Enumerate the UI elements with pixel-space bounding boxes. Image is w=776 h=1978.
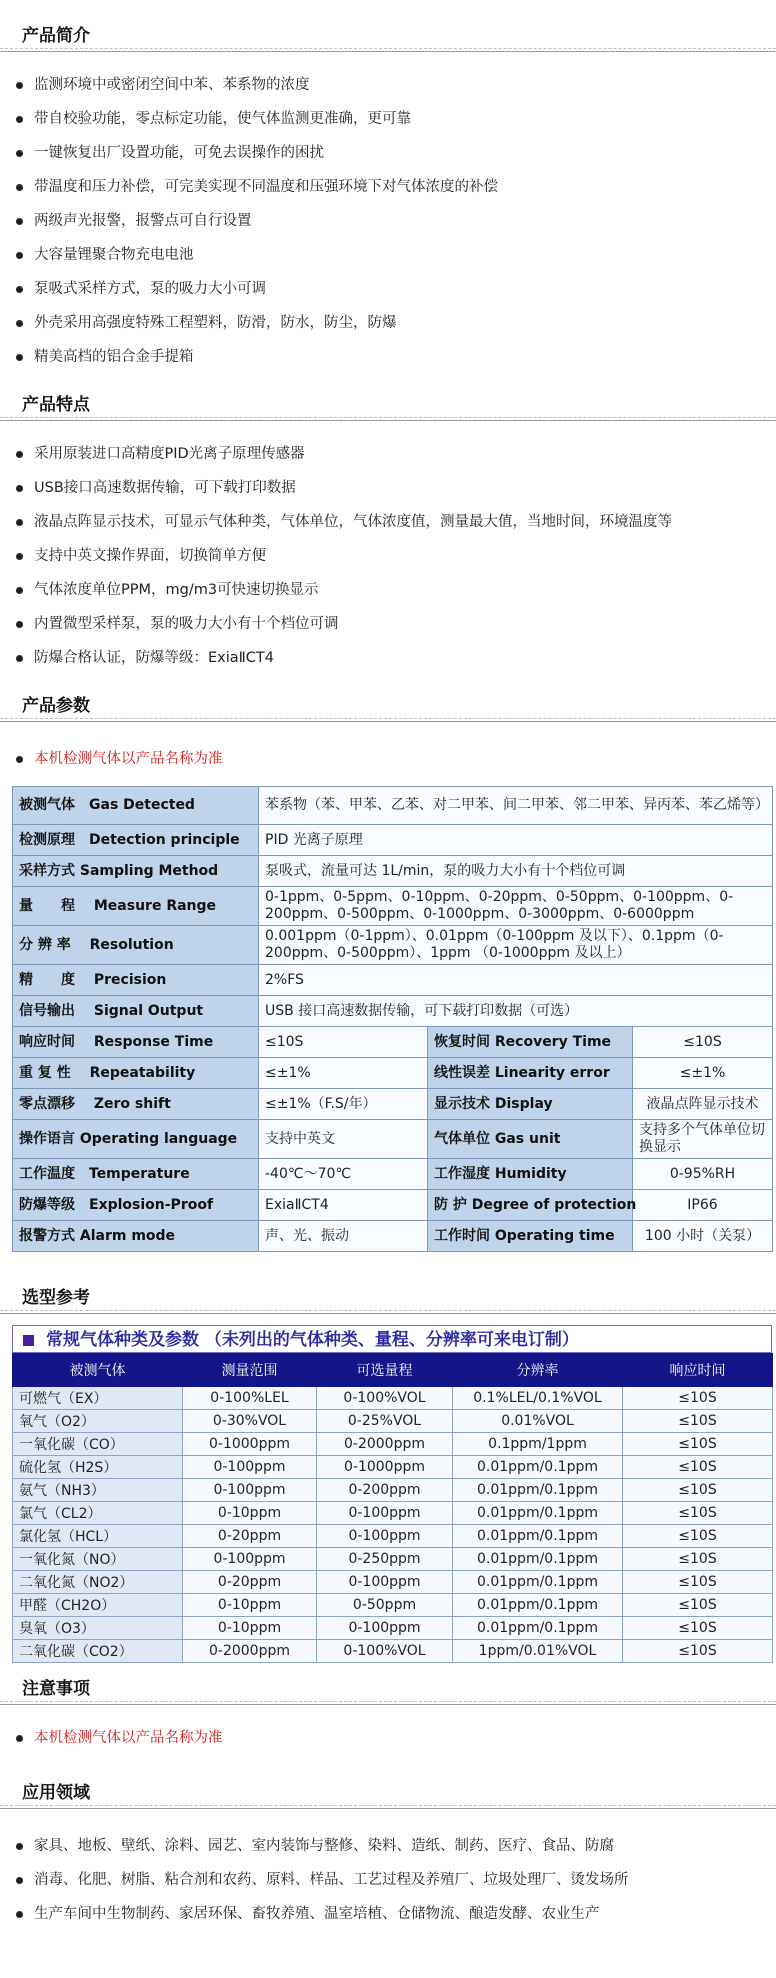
features-list	[0, 437, 776, 675]
table-row	[13, 1502, 773, 1525]
param-value: 100 小时（关泵）	[633, 1221, 773, 1252]
table-cell: ≤10S	[623, 1548, 773, 1571]
table-row	[13, 1548, 773, 1571]
param-label: 操作语言 Operating language	[13, 1120, 259, 1159]
param-value: 声、光、振动	[259, 1221, 428, 1252]
table-cell: 氯化氢（HCL）	[13, 1525, 183, 1548]
table-cell: 0-10ppm	[183, 1594, 317, 1617]
table-row	[13, 787, 773, 825]
param-value: ≤±1%	[633, 1058, 773, 1089]
table-cell: 0-30%VOL	[183, 1410, 317, 1433]
params-table	[12, 786, 773, 1252]
gas-table-header	[13, 1354, 773, 1387]
param-value: ≤10S	[633, 1027, 773, 1058]
table-cell: 二氧化碳（CO2）	[13, 1640, 183, 1663]
table-cell: ≤10S	[623, 1433, 773, 1456]
param-label: 防 护 Degree of protection	[428, 1190, 633, 1221]
table-cell: ≤10S	[623, 1479, 773, 1502]
column-header: 响应时间	[623, 1354, 773, 1387]
list-item: 大容量锂聚合物充电电池	[0, 238, 776, 272]
table-cell: 臭氧（O3）	[13, 1617, 183, 1640]
table-cell: 0-250ppm	[317, 1548, 453, 1571]
table-cell: ≤10S	[623, 1571, 773, 1594]
list-item: 气体浓度单位PPM，mg/m3可快速切换显示	[0, 573, 776, 607]
column-header: 测量范围	[183, 1354, 317, 1387]
selection-title: 选型参考	[0, 1282, 776, 1314]
table-row	[13, 1433, 773, 1456]
table-row	[13, 1221, 773, 1252]
param-label: 被测气体 Gas Detected	[13, 787, 259, 825]
table-cell: 0-1000ppm	[317, 1456, 453, 1479]
list-item: 生产车间中生物制药、家居环保、畜牧养殖、温室培植、仓储物流、酿造发酵、农业生产	[0, 1897, 776, 1931]
list-item: 两级声光报警，报警点可自行设置	[0, 204, 776, 238]
list-item: 液晶点阵显示技术，可显示气体种类，气体单位，气体浓度值，测量最大值，当地时间，环境温度等	[0, 505, 776, 539]
table-cell: 0.01ppm/0.1ppm	[453, 1617, 623, 1640]
gas-table-title	[12, 1325, 772, 1353]
list-item: 一键恢复出厂设置功能，可免去误操作的困扰	[0, 136, 776, 170]
table-row	[13, 1479, 773, 1502]
param-label: 零点漂移 Zero shift	[13, 1089, 259, 1120]
param-value: PID 光离子原理	[259, 825, 773, 856]
param-label: 精 度 Precision	[13, 965, 259, 996]
table-row	[13, 1120, 773, 1159]
param-value: 苯系物（苯、甲苯、乙苯、对二甲苯、间二甲苯、邻二甲苯、异丙苯、苯乙烯等）	[259, 787, 773, 825]
table-cell: 0-100ppm	[183, 1548, 317, 1571]
table-cell: 0-100ppm	[317, 1571, 453, 1594]
table-row	[13, 1410, 773, 1433]
table-row	[13, 1190, 773, 1221]
list-item: USB接口高速数据传输，可下载打印数据	[0, 471, 776, 505]
table-cell: 0-2000ppm	[317, 1433, 453, 1456]
param-value: ≤±1%（F.S/年）	[259, 1089, 428, 1120]
table-cell: 0-20ppm	[183, 1525, 317, 1548]
table-row	[13, 1027, 773, 1058]
intro-section	[0, 20, 776, 374]
param-value: ≤±1%	[259, 1058, 428, 1089]
features-title: 产品特点	[0, 389, 776, 421]
params-note: 本机检测气体以产品名称为准	[0, 742, 776, 776]
list-item: 精美高档的铝合金手提箱	[0, 340, 776, 374]
table-cell: 0.01ppm/0.1ppm	[453, 1571, 623, 1594]
table-cell: 硫化氢（H2S）	[13, 1456, 183, 1479]
list-item: 外壳采用高强度特殊工程塑料，防滑，防水，防尘，防爆	[0, 306, 776, 340]
applications-list	[0, 1829, 776, 1931]
table-row	[13, 825, 773, 856]
list-item: 采用原装进口高精度PID光离子原理传感器	[0, 437, 776, 471]
gas-table-body	[13, 1387, 773, 1663]
table-row	[13, 1089, 773, 1120]
table-cell: 0.01ppm/0.1ppm	[453, 1594, 623, 1617]
table-row	[13, 1594, 773, 1617]
table-cell: 甲醛（CH2O）	[13, 1594, 183, 1617]
table-row	[13, 996, 773, 1027]
table-cell: 氨气（NH3）	[13, 1479, 183, 1502]
table-cell: 0-100ppm	[183, 1456, 317, 1479]
param-value: ≤10S	[259, 1027, 428, 1058]
column-header: 可选量程	[317, 1354, 453, 1387]
intro-list	[0, 68, 776, 374]
table-cell: 0.01ppm/0.1ppm	[453, 1502, 623, 1525]
param-value: IP66	[633, 1190, 773, 1221]
param-label: 线性误差 Linearity error	[428, 1058, 633, 1089]
table-cell: ≤10S	[623, 1410, 773, 1433]
notes-section	[0, 1673, 776, 1755]
list-item: 带自校验功能，零点标定功能，使气体监测更准确，更可靠	[0, 102, 776, 136]
table-cell: ≤10S	[623, 1502, 773, 1525]
params-note-list	[0, 742, 776, 776]
table-cell: ≤10S	[623, 1594, 773, 1617]
table-cell: ≤10S	[623, 1617, 773, 1640]
param-label: 工作湿度 Humidity	[428, 1159, 633, 1190]
table-cell: ≤10S	[623, 1525, 773, 1548]
param-label: 气体单位 Gas unit	[428, 1120, 633, 1159]
table-row	[13, 1617, 773, 1640]
table-cell: 0-100ppm	[317, 1502, 453, 1525]
table-cell: ≤10S	[623, 1456, 773, 1479]
param-label: 量 程 Measure Range	[13, 887, 259, 926]
param-label: 显示技术 Display	[428, 1089, 633, 1120]
params-section	[0, 690, 776, 776]
list-item: 内置微型采样泵，泵的吸力大小有十个档位可调	[0, 607, 776, 641]
table-cell: 可燃气（EX）	[13, 1387, 183, 1410]
table-cell: 0.01ppm/0.1ppm	[453, 1548, 623, 1571]
table-cell: 0-100ppm	[317, 1617, 453, 1640]
table-row	[13, 1058, 773, 1089]
param-label: 防爆等级 Explosion-Proof	[13, 1190, 259, 1221]
param-value: 0.001ppm（0-1ppm）、0.01ppm（0-100ppm 及以下）、0.1ppm（0-200ppm、0-500ppm）、1ppm （0-1000ppm 及以上）	[259, 926, 773, 965]
table-cell: 0-25%VOL	[317, 1410, 453, 1433]
column-header: 分辨率	[453, 1354, 623, 1387]
list-item: 消毒、化肥、树脂、粘合剂和农药、原料、样品、工艺过程及养殖厂、垃圾处理厂、烫发场所	[0, 1863, 776, 1897]
param-value: 液晶点阵显示技术	[633, 1089, 773, 1120]
param-value: USB 接口高速数据传输，可下载打印数据（可选）	[259, 996, 773, 1027]
notes-item: 本机检测气体以产品名称为准	[0, 1721, 776, 1755]
param-value: 支持中英文	[259, 1120, 428, 1159]
table-row	[13, 1525, 773, 1548]
param-value: 支持多个气体单位切换显示	[633, 1120, 773, 1159]
list-item: 家具、地板、壁纸、涂料、园艺、室内装饰与整修、染料、造纸、制药、医疗、食品、防腐	[0, 1829, 776, 1863]
table-cell: 二氧化氮（NO2）	[13, 1571, 183, 1594]
param-label: 恢复时间 Recovery Time	[428, 1027, 633, 1058]
table-cell: 0.1ppm/1ppm	[453, 1433, 623, 1456]
param-value: 0-1ppm、0-5ppm、0-10ppm、0-20ppm、0-50ppm、0-100ppm、0-200ppm、0-500ppm、0-1000ppm、0-3000ppm、0-6000ppm	[259, 887, 773, 926]
table-row	[13, 856, 773, 887]
gas-table	[12, 1353, 773, 1663]
param-label: 工作温度 Temperature	[13, 1159, 259, 1190]
table-cell: 0-100%VOL	[317, 1640, 453, 1663]
table-cell: 0-10ppm	[183, 1502, 317, 1525]
param-label: 分 辨 率 Resolution	[13, 926, 259, 965]
list-item: 防爆合格认证，防爆等级：ExiaⅡCT4	[0, 641, 776, 675]
column-header: 被测气体	[13, 1354, 183, 1387]
list-item: 带温度和压力补偿，可完美实现不同温度和压强环境下对气体浓度的补偿	[0, 170, 776, 204]
table-cell: 0.01ppm/0.1ppm	[453, 1479, 623, 1502]
param-label: 重 复 性 Repeatability	[13, 1058, 259, 1089]
notes-title: 注意事项	[0, 1673, 776, 1705]
table-row	[13, 1640, 773, 1663]
table-cell: 一氧化碳（CO）	[13, 1433, 183, 1456]
table-row	[13, 1387, 773, 1410]
table-cell: 0.01ppm/0.1ppm	[453, 1525, 623, 1548]
intro-title: 产品简介	[0, 20, 776, 52]
param-label: 工作时间 Operating time	[428, 1221, 633, 1252]
param-value: ExiaⅡCT4	[259, 1190, 428, 1221]
features-section	[0, 389, 776, 675]
table-cell: 0-50ppm	[317, 1594, 453, 1617]
list-item: 泵吸式采样方式，泵的吸力大小可调	[0, 272, 776, 306]
param-label: 报警方式 Alarm mode	[13, 1221, 259, 1252]
table-row	[13, 926, 773, 965]
table-cell: 0.1%LEL/0.1%VOL	[453, 1387, 623, 1410]
list-item: 监测环境中或密闭空间中苯、苯系物的浓度	[0, 68, 776, 102]
params-title: 产品参数	[0, 690, 776, 722]
table-cell: 0.01%VOL	[453, 1410, 623, 1433]
param-value: -40℃～70℃	[259, 1159, 428, 1190]
table-row	[13, 1159, 773, 1190]
square-bullet-icon	[23, 1335, 34, 1346]
table-cell: 0.01ppm/0.1ppm	[453, 1456, 623, 1479]
notes-list	[0, 1721, 776, 1755]
param-label: 信号输出 Signal Output	[13, 996, 259, 1027]
table-cell: 0-1000ppm	[183, 1433, 317, 1456]
param-value: 2%FS	[259, 965, 773, 996]
table-cell: 1ppm/0.01%VOL	[453, 1640, 623, 1663]
table-row	[13, 1456, 773, 1479]
param-label: 检测原理 Detection principle	[13, 825, 259, 856]
table-row	[13, 887, 773, 926]
selection-section	[0, 1282, 776, 1314]
table-cell: 0-100ppm	[317, 1525, 453, 1548]
param-value: 泵吸式，流量可达 1L/min，泵的吸力大小有十个档位可调	[259, 856, 773, 887]
table-cell: 0-200ppm	[317, 1479, 453, 1502]
param-label: 响应时间 Response Time	[13, 1027, 259, 1058]
table-cell: 一氧化氮（NO）	[13, 1548, 183, 1571]
table-cell: ≤10S	[623, 1387, 773, 1410]
applications-section	[0, 1777, 776, 1931]
table-cell: 氯气（CL2）	[13, 1502, 183, 1525]
table-cell: 0-20ppm	[183, 1571, 317, 1594]
gas-table-wrap	[12, 1325, 772, 1663]
list-item: 支持中英文操作界面，切换简单方便	[0, 539, 776, 573]
table-cell: 0-100%VOL	[317, 1387, 453, 1410]
table-cell: 氧气（O2）	[13, 1410, 183, 1433]
table-cell: 0-100ppm	[183, 1479, 317, 1502]
table-cell: 0-10ppm	[183, 1617, 317, 1640]
param-label: 采样方式 Sampling Method	[13, 856, 259, 887]
table-cell: ≤10S	[623, 1640, 773, 1663]
table-row	[13, 965, 773, 996]
param-value: 0-95%RH	[633, 1159, 773, 1190]
gas-table-title-text: 常规气体种类及参数 （未列出的气体种类、量程、分辨率可来电订制）	[46, 1330, 579, 1350]
applications-title: 应用领域	[0, 1777, 776, 1809]
table-cell: 0-100%LEL	[183, 1387, 317, 1410]
table-row	[13, 1571, 773, 1594]
table-cell: 0-2000ppm	[183, 1640, 317, 1663]
